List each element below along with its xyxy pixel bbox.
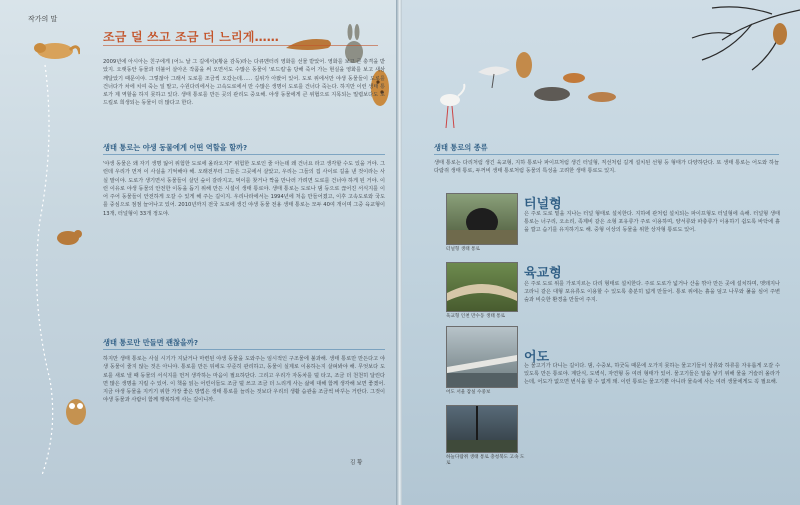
owl-illustration: [62, 392, 90, 428]
fish-illustration: [510, 48, 538, 82]
fishway-body: 는 물고기가 다니는 길이다. 댐, 수중보, 하굿둑 때문에 오가지 못하는 물고기들이 상류와 하류를 자유롭게 오갈 수 있도록 만든 통로야. 계단식, 도벽식, 자연형 등 여러 형태가 있어. 물고기들은 알을 낳기 위해 물을 거슬러 올라가는데, 어도가 없으면 번식을 할 수 없게 돼. 이런 통로는 물고기뿐 아니라 물속에 사는 여러 생물에게도 꼭 필요해.: [524, 363, 780, 386]
section-heading-types: 생태 통로의 종류: [434, 143, 488, 152]
overpass-title: 육교형: [524, 266, 562, 281]
left-page: [0, 0, 398, 505]
section-label: 작가의 말: [28, 15, 58, 23]
squirrel-pole-photo: [446, 405, 518, 453]
overpass-body: 은 주로 도로 위를 가로지르는 다리 형태로 설치한다. 주로 도로가 넓거나 산을 깎아 만든 곳에 설치하며, 멧돼지나 고라니 같은 대형 포유류도 이용할 수 있도록 충분히 넓게 만들어. 통로 위에는 흙을 덮고 나무와 풀을 심어 주변 숲과 비슷한 환경을 만들어 주지.: [524, 281, 780, 304]
author-signature: 김 황: [350, 460, 363, 466]
white-stork-illustration: [432, 80, 466, 130]
trout-illustration: [586, 88, 620, 106]
title-underline: [103, 45, 378, 46]
intro-paragraph: 2009년에 아시아는 친구에게 (어느 날 그 길에서)(황윤 감독)라는 다큐멘터리 영화를 선물 받았어. 영화를 보고 큰 충격을 받았지. 오랫동안 동물과 더불어 살아온 작품을 써 오면서도 수많은 동물이 '로드킬'을 당해 죽어 가는 현실을 영화를 보고 새삼 깨달았기 때문이야. 그렇잖아 그래서 도로를 조금씩 오갔는데…… 길위가 아팠어 있어. 도로 위에서만 야생 동물들이 도로를 건너다가 차에 치여 죽는 일 말고, 수원다리에서는 고속도로에서 만 수많은 생명이 도로를 건너다 죽는다. 하지만 이런 생태 통로가 제 역할을 하지 못하고 있다. 생태 통로를 만든 곳의 관리도 중요해. 야생 동물에게 큰 위협으로 지목되는 밀렵보다도 로드킬로 희생되는 동물이 더 많다고 한다.: [103, 59, 385, 107]
section-heading-role: 생태 통로는 야생 동물에게 어떤 역할을 할까?: [103, 143, 248, 152]
tree-branch-illustration: [632, 0, 800, 75]
page-title: 조금 덜 쓰고 조금 더 느리게……: [103, 30, 280, 44]
tunnel-photo: [446, 193, 518, 245]
overpass-caption: 육교형 인천 만수동 생태 통로: [446, 314, 506, 319]
types-intro: 생태 통로는 다리처럼 생긴 육교형, 지하 통로나 파이프처럼 생긴 터널형, 직선처럼 길게 설치된 선형 등 형태가 다양하단다. 또 생태 통로는 어도와 하늘다람쥐 생태 통로, 두꺼비 생태 통로처럼 동물의 특성을 고려한 생태 통로도 있지.: [434, 160, 779, 175]
dotted-path-decoration: [30, 60, 60, 480]
overpass-photo: [446, 262, 518, 312]
fishway-caption: 어도 서울 잠실 수중보: [446, 390, 491, 395]
section-divider: [103, 349, 385, 350]
fishway-title: 어도: [524, 350, 550, 365]
tunnel-title: 터널형: [524, 197, 562, 212]
section-divider: [434, 154, 779, 155]
weasel-illustration: [284, 30, 334, 56]
small-fish-illustration: [560, 70, 588, 86]
tunnel-caption: 터널형 생태 통로: [446, 247, 480, 252]
section-heading-enough: 생태 통로만 만들면 괜찮을까?: [103, 338, 198, 347]
role-paragraph: '야생 동물은 왜 자기 생명 잃어 위험한 도로에 올라오지?' 위험한 도로인 줄 아는데 왜 건너요 라고 생각할 수도 있을 거야. 그런데 우리가 먼저 이 사실을 기억해야 해. 오래전부터 그들은 그곳에서 살았고, 우리는 그들의 집 사이로 길을 낸 것이라는 사실 말이야. 도로가 생기면서 동물들이 살던 숲이 갈라지고, 먹이를 찾거나 짝을 만나러 가려면 도로를 건너야 하게 된 거야. 이런 이유로 야생 동물의 안전한 이동을 돕기 위해 만든 시설이 생태 통로야. 생태 통로는 도로나 댐 등으로 끊어진 서식지를 이어 주어 동물들이 안전하게 오갈 수 있게 해 주는 길이지. 우리나라에서는 1994년에 처음 만들어졌고, 이후 고속도로와 국도를 중심으로 점점 늘어나고 있어. 2010년까지 전국 도로에 생긴 야생 동물 전용 생태 통로는 모두 40여 개이며 그중 육교형이 13개, 터널형이 33개 정도야.: [103, 161, 385, 217]
crane-illustration: [474, 58, 514, 88]
squirrel-pole-caption: 하늘다람쥐 생태 통로 충청북도 고속 도로: [446, 455, 525, 466]
squirrel-illustration: [52, 226, 86, 248]
tunnel-body: 은 주로 도로 밑을 지나는 터널 형태로 설치한다. 지하에 관처럼 설치되는 파이프형도 터널형에 속해. 터널형 생태 통로는 너구리, 오소리, 족제비 같은 소형 포유류가 주로 이용하며, 양서류와 파충류가 이용하기 쉽도록 바닥에 흙을 깔고 습기를 유지하기도 해. 중형 이상의 동물을 위한 상자형 통로도 있어.: [524, 211, 780, 234]
enough-paragraph: 하지만 생태 통로는 사실 시기가 지났거나 마련된 야생 동물을 도와주는 임시적인 구조물에 불과해. 생태 통로만 만든다고 야생 동물이 줄지 않는 것은 아니야. 통로를 만든 뒤에도 꾸준히 관리하고, 동물이 실제로 이용하는지 살펴봐야 해. 무엇보다 도로를 새로 낼 때 동물의 서식지를 먼저 생각하는 마음이 필요하단다. 그리고 우리가 자동차를 덜 타고, 조금 더 천천히 달린다면 많은 생명을 지킬 수 있어. 이 책을 읽는 어린이들도 조금 덜 쓰고 조금 더 느리게 사는 삶에 대해 함께 생각해 보면 좋겠어. 지금 야생 동물을 지키기 위한 가장 좋은 방법은 생태 통로를 늘리는 것보다 우리의 생활 습관을 조금씩 바꾸는 거란다. 그것이 야생 동물과 사람이 함께 행복하게 사는 길이니까.: [103, 356, 385, 404]
fishway-photo: [446, 326, 518, 388]
right-page: [402, 0, 800, 505]
section-divider: [103, 154, 385, 155]
